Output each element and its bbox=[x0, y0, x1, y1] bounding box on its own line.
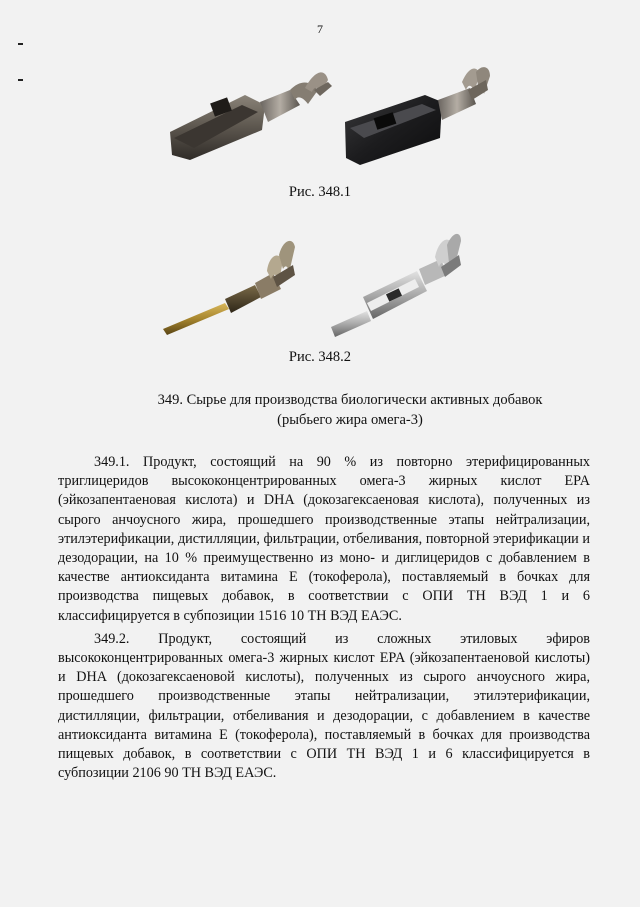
section-title-line-2: (рыбьего жира омега-3) bbox=[277, 412, 423, 428]
scan-mark bbox=[18, 79, 23, 81]
pin-terminal-right bbox=[331, 234, 461, 337]
figure-caption-348-2: Рис. 348.2 bbox=[288, 349, 352, 365]
page-number: 7 bbox=[317, 22, 323, 36]
scan-mark bbox=[18, 43, 23, 45]
terminal-left bbox=[170, 72, 332, 160]
figure-348-2-image bbox=[155, 225, 495, 345]
section-title bbox=[60, 390, 640, 430]
pin-terminal-left bbox=[163, 241, 295, 335]
paragraph-349-2: 349.2. Продукт, состоящий из сложных этиловых эфиров высококонцентрированных омега-3 жирных кислот EPA (эйкозапентаеновой кислоты) и DHA (докозагексаеновой кислоты), полученных из сырого анчоусного жира, прошедшего производственные этапы нейтрализации, этилэтерификации, дистилляции, фильтрации, отбеливания и дезодорации, с добавлением в качестве антиоксиданта витамина Е (токоферола), поставляемый в бочках для производства пищевых добавок, в соответствии с ОПИ ТН ВЭД 1 и 6 классифицируется в субпозиции 2106 90 ТН ВЭД ЕАЭС. bbox=[58, 630, 590, 782]
figure-caption-348-1: Рис. 348.1 bbox=[288, 184, 352, 200]
section-title-line-1: 349. Сырье для производства биологически активных добавок bbox=[157, 392, 543, 408]
terminal-right bbox=[345, 67, 490, 165]
body-text bbox=[58, 453, 590, 783]
paragraph-349-1: 349.1. Продукт, состоящий на 90 % из повторно этерифицированных триглицеридов высококонцентрированных омега-3 жирных кислот EPA (эйкозапентаеновая кислота) и DHA (докозагексаеновая кислота), полученных из сырого анчоусного жира, прошедшего производственные этапы нейтрализации, этилэтерификации, дистилляции, фильтрации, отбеливания, повторной этерификации и дезодорации, на 10 % преимущественно из моно- и диглицеридов с добавлением в качестве антиоксиданта витамина Е (токоферола), поставляемый в бочках для производства пищевых добавок, в соответствии с ОПИ ТН ВЭД 1 и 6 классифицируется в субпозиции 1516 10 ТН ВЭД ЕАЭС. bbox=[58, 454, 590, 624]
figure-348-1-image bbox=[150, 60, 510, 175]
